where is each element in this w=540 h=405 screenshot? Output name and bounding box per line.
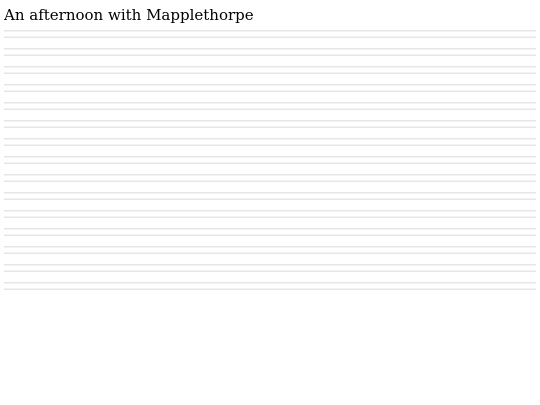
paragraph	[4, 282, 536, 295]
paragraph	[4, 174, 536, 187]
paragraph	[4, 84, 536, 97]
paragraph	[4, 102, 536, 115]
paragraph	[4, 210, 536, 223]
paragraph	[4, 66, 536, 79]
paragraph	[4, 228, 536, 241]
paragraph	[4, 48, 536, 61]
paragraph	[4, 264, 536, 277]
paragraph	[4, 30, 536, 43]
paragraph	[4, 156, 536, 169]
paragraph	[4, 192, 536, 205]
paragraph	[4, 246, 536, 259]
article-body	[4, 30, 536, 295]
article-title: An afternoon with Mapplethorpe	[4, 6, 254, 24]
paragraph	[4, 120, 536, 133]
paragraph	[4, 138, 536, 151]
